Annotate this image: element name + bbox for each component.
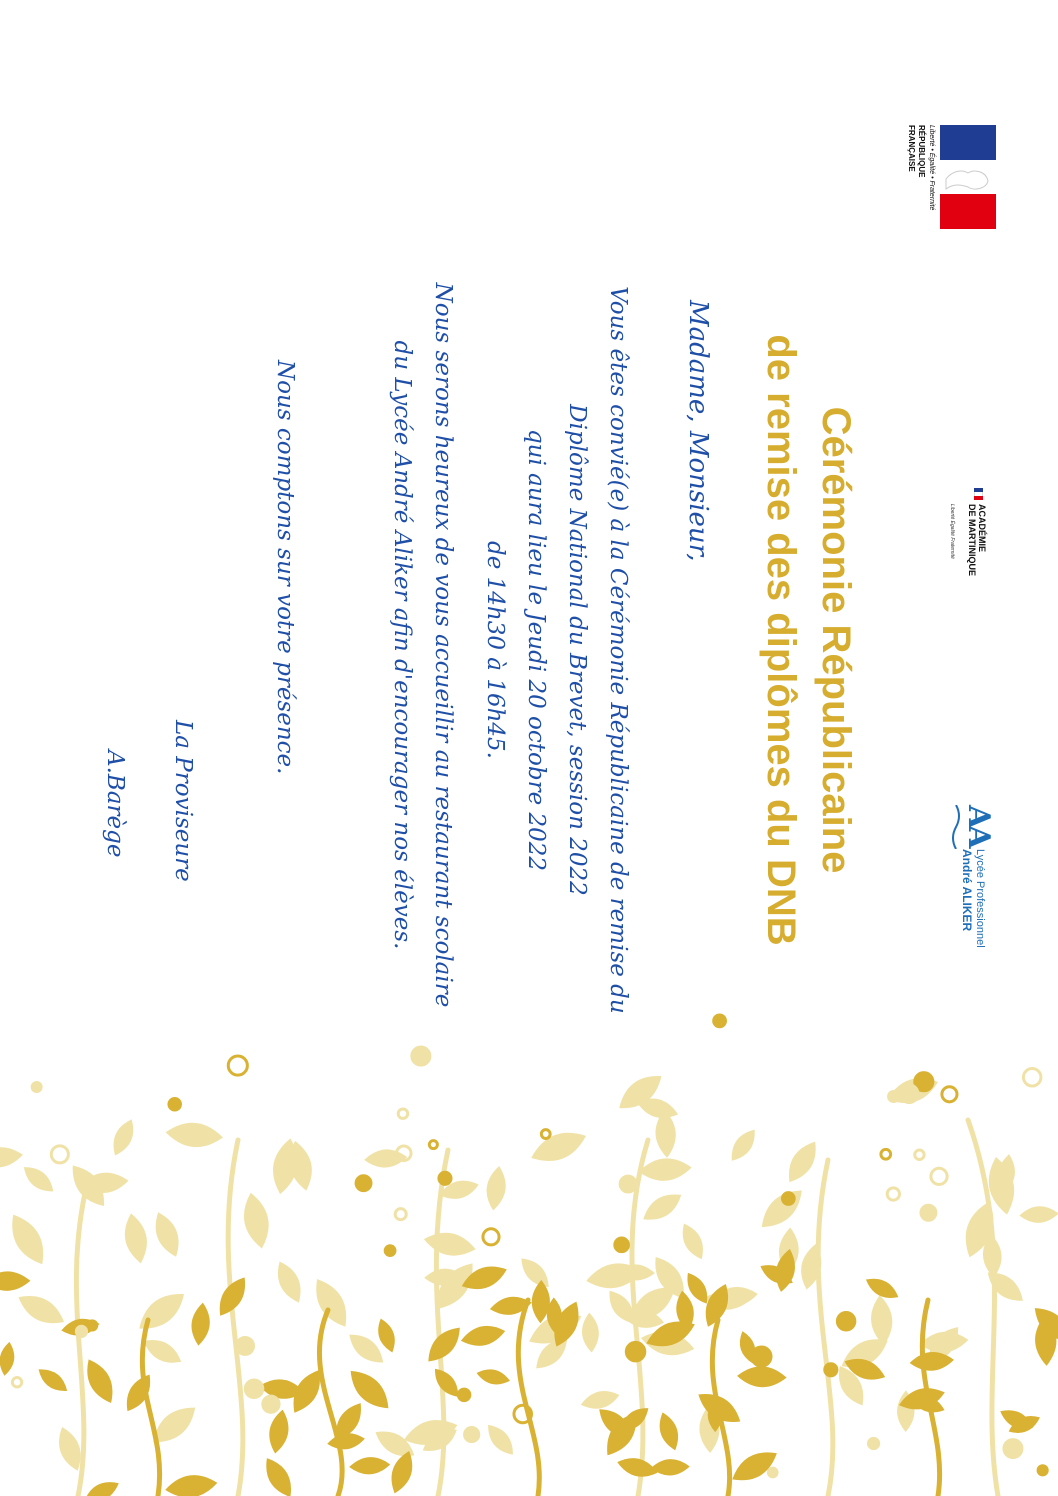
berry-circle — [714, 1015, 726, 1027]
berry-circle — [541, 1130, 550, 1139]
leaf-icon — [484, 1165, 509, 1212]
berry-circle — [768, 1468, 777, 1477]
berry-circle — [483, 1229, 499, 1245]
title-line1: Cérémonie Républicaine — [814, 406, 858, 874]
leaf-icon — [107, 1116, 139, 1159]
lycee-aliker-logo — [928, 805, 998, 995]
leaf-icon — [459, 1322, 507, 1350]
berry-circle — [385, 1246, 395, 1256]
berry-circle — [837, 1313, 854, 1330]
leaf-icon — [488, 1294, 533, 1318]
foliage-stem — [518, 1300, 539, 1496]
berry-circle — [465, 1427, 479, 1441]
berry-circle — [915, 1150, 924, 1159]
welcome-paragraph — [381, 170, 463, 1120]
leaf-icon — [349, 1456, 391, 1476]
leaf-icon — [13, 1288, 69, 1332]
wave-icon — [952, 805, 962, 849]
berry-circle — [263, 1396, 279, 1412]
leaf-icon — [1019, 1205, 1058, 1224]
berry-circle — [620, 1176, 636, 1192]
leaf-icon — [638, 1187, 686, 1227]
leaf-icon — [655, 1410, 684, 1453]
leaf-icon — [80, 1355, 121, 1408]
leaf-icon — [326, 1431, 366, 1452]
berry-circle — [12, 1378, 21, 1387]
leaf-icon — [676, 1220, 709, 1263]
berry-circle — [921, 1205, 936, 1220]
berry-circle — [887, 1188, 899, 1200]
ceremony-title — [753, 280, 863, 1000]
foliage-stem — [818, 1160, 833, 1496]
greeting: Madame, Monsieur, — [683, 300, 713, 562]
academie-flag-icon — [974, 488, 983, 500]
paragraph1-line3: qui aura lieu le Jeudi 20 octobre 2022 — [523, 428, 549, 872]
academie-martinique-logo — [933, 488, 993, 598]
signature-name: A.Barège — [102, 750, 128, 858]
leaf-icon — [371, 1424, 420, 1464]
leaf-icon — [239, 1190, 274, 1250]
berry-circle — [1004, 1440, 1022, 1458]
paragraph1-line2: Diplôme National du Brevet, session 2022 — [564, 404, 590, 896]
leaf-icon — [164, 1472, 219, 1496]
leaf-icon — [149, 1209, 186, 1261]
berry-circle — [395, 1209, 406, 1220]
leaf-icon — [475, 1366, 512, 1388]
leaf-icon — [421, 1321, 467, 1368]
berry-circle — [245, 1380, 263, 1398]
leaf-icon — [638, 1156, 693, 1182]
lycee-line1: Lycée Professionnel — [974, 849, 986, 948]
closing-line: Nous comptons sur votre présence. — [272, 360, 298, 775]
leaf-icon — [271, 1257, 308, 1306]
leaf-icon — [615, 1454, 660, 1481]
berry-circle — [356, 1176, 371, 1191]
academie-motto: Liberté Égalité Fraternité — [949, 504, 955, 559]
leaf-icon — [579, 1387, 622, 1413]
title-line2: de remise des diplômes du DNB — [759, 334, 803, 946]
berry-circle — [868, 1438, 878, 1448]
berry-circle — [412, 1047, 430, 1065]
berry-circle — [51, 1146, 68, 1163]
berry-circle — [1038, 1466, 1047, 1475]
foliage-dark-layer — [0, 1247, 1058, 1496]
leaf-icon — [266, 1408, 292, 1455]
signature-role: La Proviseure — [170, 720, 196, 882]
leaf-icon — [754, 1182, 809, 1236]
leaf-icon — [259, 1453, 299, 1496]
leaf-icon — [0, 1341, 17, 1377]
leaf-icon — [725, 1125, 761, 1166]
berry-circle — [228, 1056, 247, 1075]
leaf-icon — [515, 1253, 554, 1293]
berry-circle — [881, 1149, 891, 1159]
berry-circle — [825, 1364, 837, 1376]
rf-name-line1: RÉPUBLIQUE — [917, 125, 926, 178]
lycee-aa-mark: AA — [961, 805, 996, 846]
berry-circle — [32, 1083, 41, 1092]
berry-circle — [615, 1238, 629, 1252]
berry-circle — [782, 1193, 794, 1205]
leaf-icon — [3, 1208, 53, 1270]
berry-circle — [942, 1087, 957, 1102]
berry-circle — [626, 1342, 644, 1360]
foliage-decoration — [0, 1000, 1058, 1496]
lycee-line2: André ALIKER — [960, 849, 974, 932]
leaf-icon — [132, 1285, 191, 1338]
leaf-icon — [120, 1211, 151, 1265]
invitation-paragraph — [474, 210, 638, 1090]
berry-circle — [429, 1141, 437, 1149]
leaf-icon — [527, 1124, 591, 1169]
leaf-icon — [19, 1161, 59, 1198]
leaf-icon — [727, 1444, 783, 1489]
leaf-icon — [189, 1302, 212, 1347]
berry-circle — [439, 1172, 451, 1184]
leaf-icon — [0, 1145, 24, 1170]
berry-circle — [237, 1338, 254, 1355]
rf-motto: Liberté • Égalité • Fraternité — [928, 125, 935, 211]
berry-circle — [76, 1326, 86, 1336]
leaf-icon — [81, 1476, 123, 1496]
berry-circle — [458, 1389, 470, 1401]
marianne-icon — [944, 163, 992, 193]
foliage-stem — [228, 1140, 243, 1496]
leaf-icon — [307, 1273, 355, 1332]
academie-line2: DE MARTINIQUE — [967, 504, 977, 576]
leaf-icon — [869, 1294, 894, 1346]
berry-circle — [169, 1099, 181, 1111]
leaf-icon — [164, 1120, 224, 1149]
leaf-icon — [650, 1458, 690, 1476]
academie-line1: ACADÉMIE — [977, 504, 987, 553]
paragraph1-line1: Vous êtes convié(e) à la Cérémonie Républicaine de remise du — [605, 286, 631, 1014]
paragraph1-line4: de 14h30 à 16h45. — [482, 541, 508, 759]
berry-circle — [931, 1168, 947, 1184]
berry-circle — [398, 1109, 407, 1118]
leaf-icon — [581, 1312, 600, 1353]
paragraph2-line1: Nous serons heureux de vous accueillir au restaurant scolaire — [430, 282, 456, 1008]
leaf-icon — [781, 1136, 824, 1187]
leaf-icon — [482, 1420, 519, 1460]
paragraph2-line2: du Lycée André Aliker afin d'encourager nos élèves. — [389, 340, 415, 950]
leaf-icon — [737, 1365, 787, 1388]
foliage-stem — [319, 1310, 342, 1496]
berry-circle — [752, 1347, 771, 1366]
republique-francaise-logo — [886, 125, 996, 235]
berry-circle — [900, 1085, 918, 1103]
leaf-icon — [34, 1363, 72, 1397]
berry-circle — [1023, 1068, 1040, 1085]
leaf-icon — [584, 1259, 645, 1293]
leaf-icon — [422, 1228, 478, 1260]
foliage-light-layer — [0, 1067, 1058, 1496]
leaf-icon — [0, 1271, 31, 1291]
rf-name-line2: FRANÇAISE — [907, 125, 916, 172]
